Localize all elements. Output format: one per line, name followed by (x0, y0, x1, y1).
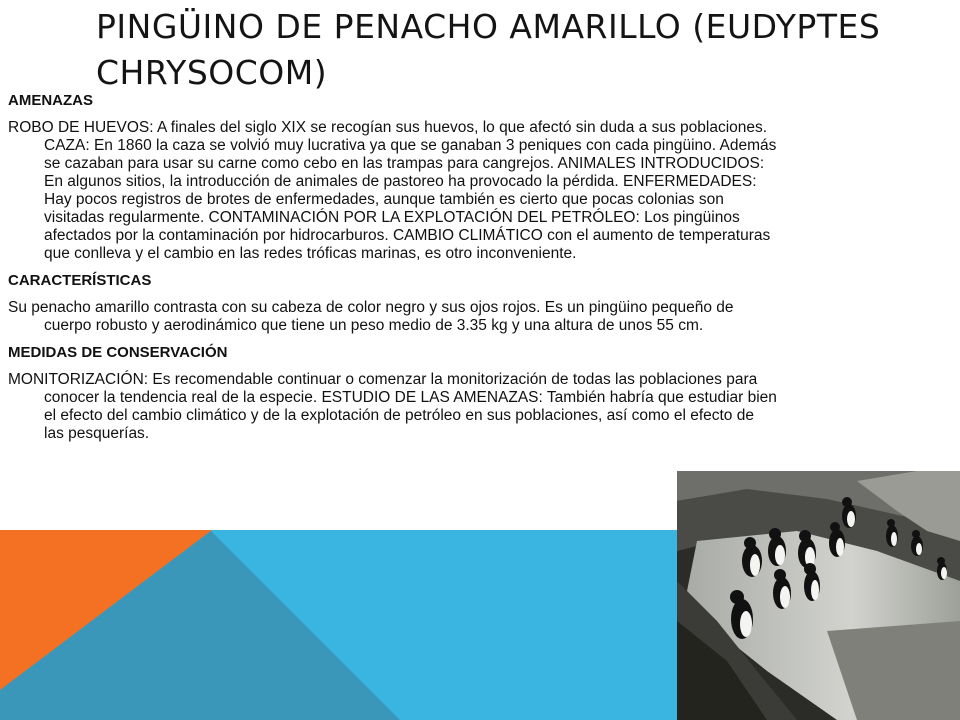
section-text-conservacion: MONITORIZACIÓN: Es recomendable continuar o comenzar la monitorización de todas las poblaciones para conocer la tendencia real de la especie. ESTUDIO DE LAS AMENAZAS: También habría que estudiar bien el efecto del cambio climático y de la explotación de petróleo en sus poblaciones, así como el efecto de las pesquerías. (8, 371, 777, 442)
section-heading-conservacion: MEDIDAS DE CONSERVACIÓN (8, 344, 228, 361)
penguin-colony-photo (677, 471, 960, 720)
section-text-caracteristicas: Su penacho amarillo contrasta con su cabeza de color negro y sus ojos rojos. Es un pingüino pequeño de cuerpo robusto y aerodinámico que tiene un peso medio de 3.35 kg y una altura de unos 55 cm. (8, 299, 734, 334)
slide-body (8, 92, 778, 452)
section-heading-caracteristicas: CARACTERÍSTICAS (8, 272, 152, 289)
section-heading-amenazas: AMENAZAS (8, 92, 93, 109)
section-text-amenazas: ROBO DE HUEVOS: A finales del siglo XIX se recogían sus huevos, lo que afectó sin duda a sus poblaciones. CAZA: En 1860 la caza se volvió muy lucrativa ya que se ganaban 3 peniques con cada pingüino. Además se cazaban para usar su carne como cebo en las trampas para cangrejos. ANIMALES INTRODUCIDOS: En algunos sitios, la introducción de animales de pastoreo ha provocado la pérdida. ENFERMEDADES: Hay pocos registros de brotes de enfermedades, aunque también es cierto que pocas colonias son visitadas regularmente. CONTAMINACIÓN POR LA EXPLOTACIÓN DEL PETRÓLEO: Los pingüinos afectados por la contaminación por hidrocarburos. CAMBIO CLIMÁTICO con el aumento de temperaturas que conlleva y el cambio en las redes tróficas marinas, es otro inconveniente. (8, 119, 777, 262)
slide-title: PINGÜINO DE PENACHO AMARILLO (EUDYPTES CHRYSOCOM) (96, 7, 881, 92)
